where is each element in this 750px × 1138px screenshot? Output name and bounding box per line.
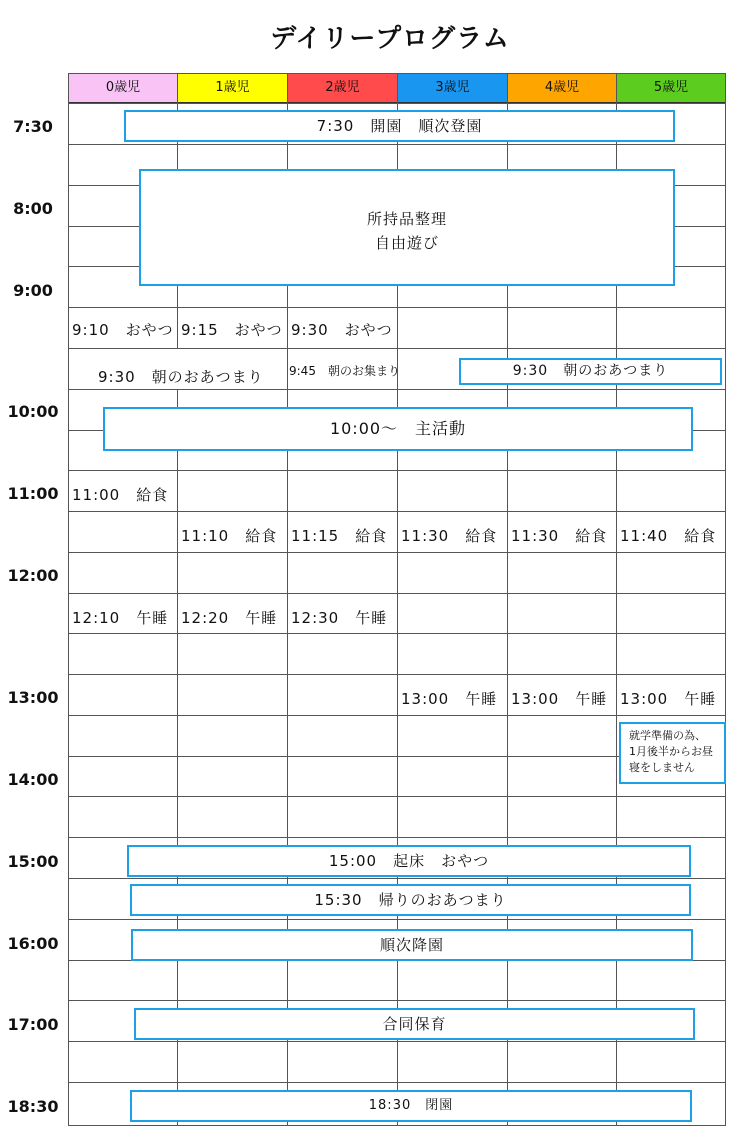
grid-row-line bbox=[68, 715, 726, 716]
lunch-age-4: 11:30 給食 bbox=[511, 527, 608, 545]
time-label: 14:00 bbox=[7, 770, 59, 789]
nap-note-line-2: 1月後半からお昼 bbox=[629, 745, 713, 758]
time-label: 7:30 bbox=[13, 117, 53, 136]
time-label: 12:00 bbox=[7, 566, 59, 585]
header-age-0: 0歳児 bbox=[68, 73, 178, 103]
grid-row-line bbox=[68, 796, 726, 797]
wake-snack-block: 15:00 起床 おやつ bbox=[127, 845, 691, 877]
time-label: 9:00 bbox=[13, 281, 53, 300]
lunch-age-1: 11:10 給食 bbox=[181, 527, 278, 545]
nap-age-0: 12:10 午睡 bbox=[72, 609, 169, 627]
grid-row-line bbox=[68, 552, 726, 553]
nap-age-5: 13:00 午睡 bbox=[620, 690, 717, 708]
return-meeting-block: 15:30 帰りのおあつまり bbox=[130, 884, 691, 916]
nap-note bbox=[619, 722, 726, 784]
meeting-age-2: 9:45 朝のお集まり bbox=[289, 364, 400, 378]
grid-row-line bbox=[68, 144, 726, 145]
grid-row-line bbox=[68, 837, 726, 838]
header-age-2: 2歳児 bbox=[287, 73, 398, 103]
grid-row-line bbox=[68, 511, 726, 512]
nap-note-line-3: 寝をしません bbox=[629, 761, 695, 774]
grid-row-line bbox=[68, 593, 726, 594]
lunch-age-2: 11:15 給食 bbox=[291, 527, 388, 545]
header-age-1: 1歳児 bbox=[177, 73, 288, 103]
main-activity-block: 10:00～ 主活動 bbox=[103, 407, 693, 451]
page-title: デイリープログラム bbox=[270, 24, 510, 54]
nap-age-4: 13:00 午睡 bbox=[511, 690, 608, 708]
grid-row-line bbox=[68, 307, 726, 308]
nap-age-2: 12:30 午睡 bbox=[291, 609, 388, 627]
lunch-age-5: 11:40 給食 bbox=[620, 527, 717, 545]
header-age-3: 3歳児 bbox=[397, 73, 508, 103]
grid-row-line bbox=[68, 878, 726, 879]
time-label: 17:00 bbox=[7, 1015, 59, 1034]
grid-row-line bbox=[68, 470, 726, 471]
grid-row-line bbox=[68, 1082, 726, 1083]
lunch-age-0: 11:00 給食 bbox=[72, 486, 169, 504]
nap-age-1: 12:20 午睡 bbox=[181, 609, 278, 627]
grid-row-line bbox=[68, 633, 726, 634]
snack-age-2: 9:30 おやつ bbox=[291, 321, 393, 339]
grid-row-line bbox=[68, 1041, 726, 1042]
joint-care-block: 合同保育 bbox=[134, 1008, 695, 1040]
meeting-older-block: 9:30 朝のおあつまり bbox=[459, 358, 722, 385]
time-label: 15:00 bbox=[7, 852, 59, 871]
grid-row-line bbox=[68, 103, 726, 104]
header-age-5: 5歳児 bbox=[616, 73, 726, 103]
time-label: 16:00 bbox=[7, 934, 59, 953]
snack-age-0: 9:10 おやつ bbox=[72, 321, 174, 339]
morning-line-2: 自由遊び bbox=[374, 234, 439, 252]
time-label: 8:00 bbox=[13, 199, 53, 218]
lunch-age-3: 11:30 給食 bbox=[401, 527, 498, 545]
nap-note-line-1: 就学準備の為、 bbox=[629, 729, 706, 742]
close-block: 18:30 閉園 bbox=[130, 1090, 692, 1122]
morning-block bbox=[139, 169, 675, 286]
morning-line-1: 所持品整理 bbox=[366, 210, 447, 228]
header-age-4: 4歳児 bbox=[507, 73, 617, 103]
snack-age-1: 9:15 おやつ bbox=[181, 321, 283, 339]
grid-row-line bbox=[68, 919, 726, 920]
grid-row-line bbox=[68, 674, 726, 675]
time-label: 11:00 bbox=[7, 484, 59, 503]
meeting-young: 9:30 朝のおあつまり bbox=[98, 368, 264, 386]
time-label: 13:00 bbox=[7, 688, 59, 707]
grid-row-line bbox=[68, 389, 726, 390]
nap-age-3: 13:00 午睡 bbox=[401, 690, 498, 708]
pickup-block: 順次降園 bbox=[131, 929, 693, 961]
time-label: 18:30 bbox=[7, 1097, 59, 1116]
open-block: 7:30 開園 順次登園 bbox=[124, 110, 675, 142]
time-label: 10:00 bbox=[7, 402, 59, 421]
grid-row-line bbox=[68, 1000, 726, 1001]
